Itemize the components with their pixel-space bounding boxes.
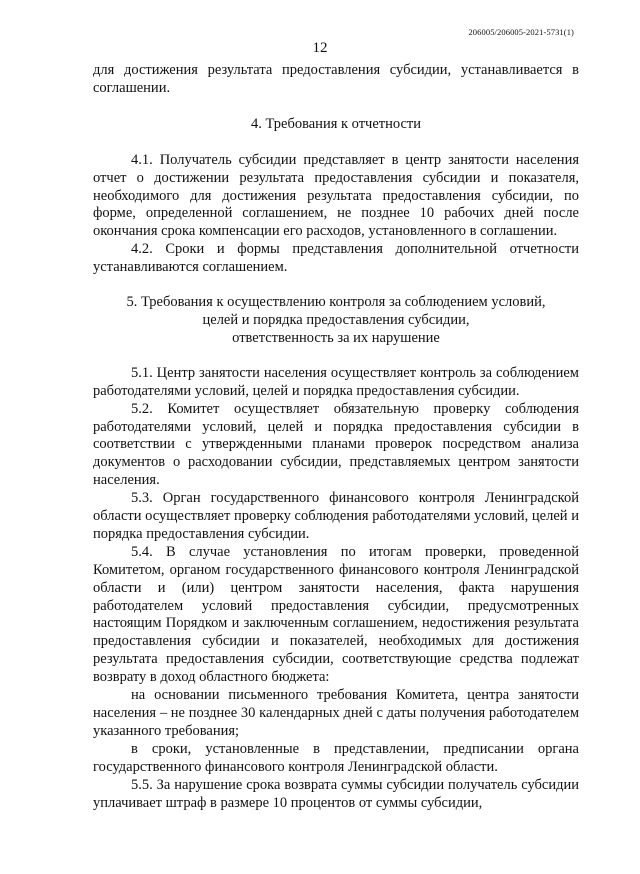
section-heading-4: 4. Требования к отчетности (250, 115, 422, 132)
document-id: 206005/206005-2021-5731(1) (468, 27, 574, 37)
section-heading-5-line-3: ответственность за их нарушение (232, 329, 440, 346)
paragraph-5-2: 5.2. Комитет осуществляет обязательную проверку соблюдения работодателями условий, целей и порядка предоставления субсидии в соответствии с утвержденными планами проверок посредством анализа документов о расходовании субсидии, представляемых центром занятости населения. (93, 400, 579, 489)
paragraph-5-4-b: в сроки, установленные в представлении, предписании органа государственного финансового контроля Ленинградской области. (93, 740, 579, 775)
spacer (93, 348, 579, 365)
paragraph-intro: для достижения результата предоставления субсидии, устанавливается в соглашении. (93, 62, 579, 96)
spacer (93, 98, 579, 116)
paragraph-4-1: 4.1. Получатель субсидии представляет в центр занятости населения отчет о достижении результата предоставления субсидии и показателя, необходимого для достижения результата предоставления субсидии, по форме, определенной соглашением, не позднее 10 рабочих дней после окончания срока компенсации его расходов, установленного в соглашении. (93, 151, 579, 240)
spacer (93, 134, 579, 152)
paragraph-4-2: 4.2. Сроки и формы представления дополнительной отчетности устанавливаются соглашением. (93, 241, 579, 276)
spacer (93, 277, 579, 294)
section-heading-5-line-2: целей и порядка предоставления субсидии, (202, 311, 470, 328)
paragraph-5-5: 5.5. За нарушение срока возврата суммы субсидии получатель субсидии уплачивает штраф в размере 10 процентов от суммы субсидии, (93, 776, 579, 811)
paragraph-5-4: 5.4. В случае установления по итогам проверки, проведенной Комитетом, органом государственного финансового контроля Ленинградской области и (или) центром занятости населения, факта нарушения работодателем условий предоставления субсидии, предусмотренных настоящим Порядком и заключенным соглашением, недостижения результата предоставления субсидии и показателей, необходимых для достижения результата предоставления субсидии, соответствующие средства подлежат возврату в доход областного бюджета: (93, 543, 579, 686)
page-number: 12 (312, 40, 328, 56)
paragraph-5-1: 5.1. Центр занятости населения осуществляет контроль за соблюдением работодателями условий, целей и порядка предоставления субсидии. (93, 364, 579, 399)
paragraph-5-4-a: на основании письменного требования Комитета, центра занятости населения – не позднее 30 календарных дней с даты получения работодателем указанного требования; (93, 687, 579, 739)
section-heading-5-line-1: 5. Требования к осуществлению контроля за соблюдением условий, (126, 294, 546, 311)
paragraph-5-3: 5.3. Орган государственного финансового контроля Ленинградской области осуществляет проверку соблюдения работодателями условий, целей и порядка предоставления субсидии. (93, 490, 579, 542)
document-body (93, 62, 579, 812)
